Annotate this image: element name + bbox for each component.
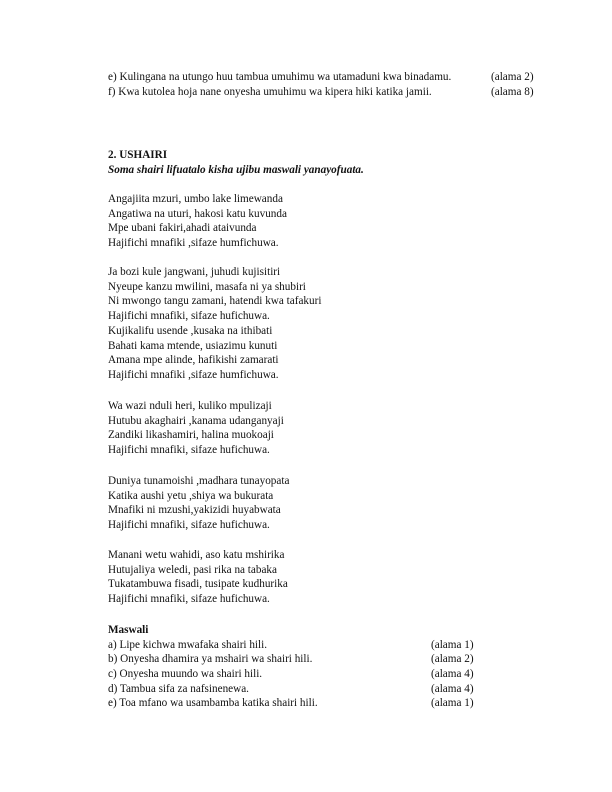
question-item xyxy=(108,652,474,667)
poem-line: Hajifichi mnafiki, sifaze hufichuwa. xyxy=(108,444,270,457)
poem-line: Bahati kama mtende, usiazimu kunuti xyxy=(108,339,278,352)
poem-line: Ni mwongo tangu zamani, hatendi kwa tafakuri xyxy=(108,295,322,308)
poem-line: Hajifichi mnafiki, sifaze hufichuwa. xyxy=(108,593,270,606)
question-text: b) Onyesha dhamira ya mshairi wa shairi hili. xyxy=(108,653,313,666)
question-marks: (alama 2) xyxy=(491,71,534,83)
question-item xyxy=(108,696,474,711)
poem-stanza xyxy=(108,192,287,251)
poem-line: Hajifichi mnafiki ,sifaze humfichuwa. xyxy=(108,237,279,250)
poem-line: Wa wazi nduli heri, kuliko mpulizaji xyxy=(108,400,272,412)
poem-line: Mpe ubani fakiri,ahadi ataivunda xyxy=(108,222,257,235)
maswali-section xyxy=(108,623,474,711)
question-marks: (alama 1) xyxy=(431,638,474,651)
question-item xyxy=(108,70,534,85)
question-text: e) Toa mfano wa usambamba katika shairi hili. xyxy=(108,697,318,710)
poem-line: Kujikalifu usende ,kusaka na ithibati xyxy=(108,324,273,337)
question-marks: (alama 4) xyxy=(431,682,474,695)
poem-line: Hajifichi mnafiki ,sifaze humfichuwa. xyxy=(108,368,279,381)
poem-line: Duniya tunamoishi ,madhara tunayopata xyxy=(108,475,290,487)
poem-stanza xyxy=(108,474,289,533)
question-text: e) Kulingana na utungo huu tambua umuhimu wa utamaduni kwa binadamu. xyxy=(108,71,452,83)
question-marks: (alama 2) xyxy=(431,653,474,666)
question-item xyxy=(108,667,474,682)
section-header xyxy=(108,148,364,177)
poem-line: Katika aushi yetu ,shiya wa bukurata xyxy=(108,489,274,502)
question-item xyxy=(108,682,474,697)
section-instruction: Soma shairi lifuatalo kisha ujibu maswali yanayofuata. xyxy=(108,163,364,176)
question-text: f) Kwa kutolea hoja nane onyesha umuhimu wa kipera hiki katika jamii. xyxy=(108,85,432,98)
poem-line: Tukatambuwa fisadi, tusipate kudhurika xyxy=(108,578,288,591)
poem-line: Amana mpe alinde, hafikishi zamarati xyxy=(108,354,279,367)
poem-line: Mnafiki ni mzushi,yakizidi huyabwata xyxy=(108,504,281,517)
poem-line: Angatiwa na uturi, hakosi katu kuvunda xyxy=(108,207,287,220)
poem-line: Zandiki likashamiri, halina muokoaji xyxy=(108,429,274,442)
poem-stanza xyxy=(108,265,321,383)
question-marks: (alama 1) xyxy=(431,697,474,710)
maswali-heading: Maswali xyxy=(108,624,149,636)
question-text: a) Lipe kichwa mwafaka shairi hili. xyxy=(108,638,268,651)
poem-line: Hutujaliya weledi, pasi rika na tabaka xyxy=(108,563,277,576)
question-marks: (alama 8) xyxy=(491,85,534,98)
poem-line: Angajiita mzuri, umbo lake limewanda xyxy=(108,193,283,205)
poem-stanza xyxy=(108,399,284,458)
poem-line: Ja bozi kule jangwani, juhudi kujisitiri xyxy=(108,266,281,278)
previous-questions xyxy=(108,70,534,99)
poem-stanza xyxy=(108,548,288,607)
poem-line: Manani wetu wahidi, aso katu mshirika xyxy=(108,549,285,561)
question-text: d) Tambua sifa za nafsinenewa. xyxy=(108,682,249,695)
poem-line: Hutubu akaghairi ,kanama udanganyaji xyxy=(108,414,284,427)
poem-line: Hajifichi mnafiki, sifaze hufichuwa. xyxy=(108,519,270,532)
poem-line: Nyeupe kanzu mwilini, masafa ni ya shubiri xyxy=(108,280,306,293)
question-text: c) Onyesha muundo wa shairi hili. xyxy=(108,668,263,681)
poem-line: Hajifichi mnafiki, sifaze hufichuwa. xyxy=(108,310,270,323)
question-item xyxy=(108,85,534,100)
section-heading: 2. USHAIRI xyxy=(108,149,168,161)
question-item xyxy=(108,638,474,653)
question-marks: (alama 4) xyxy=(431,668,474,681)
